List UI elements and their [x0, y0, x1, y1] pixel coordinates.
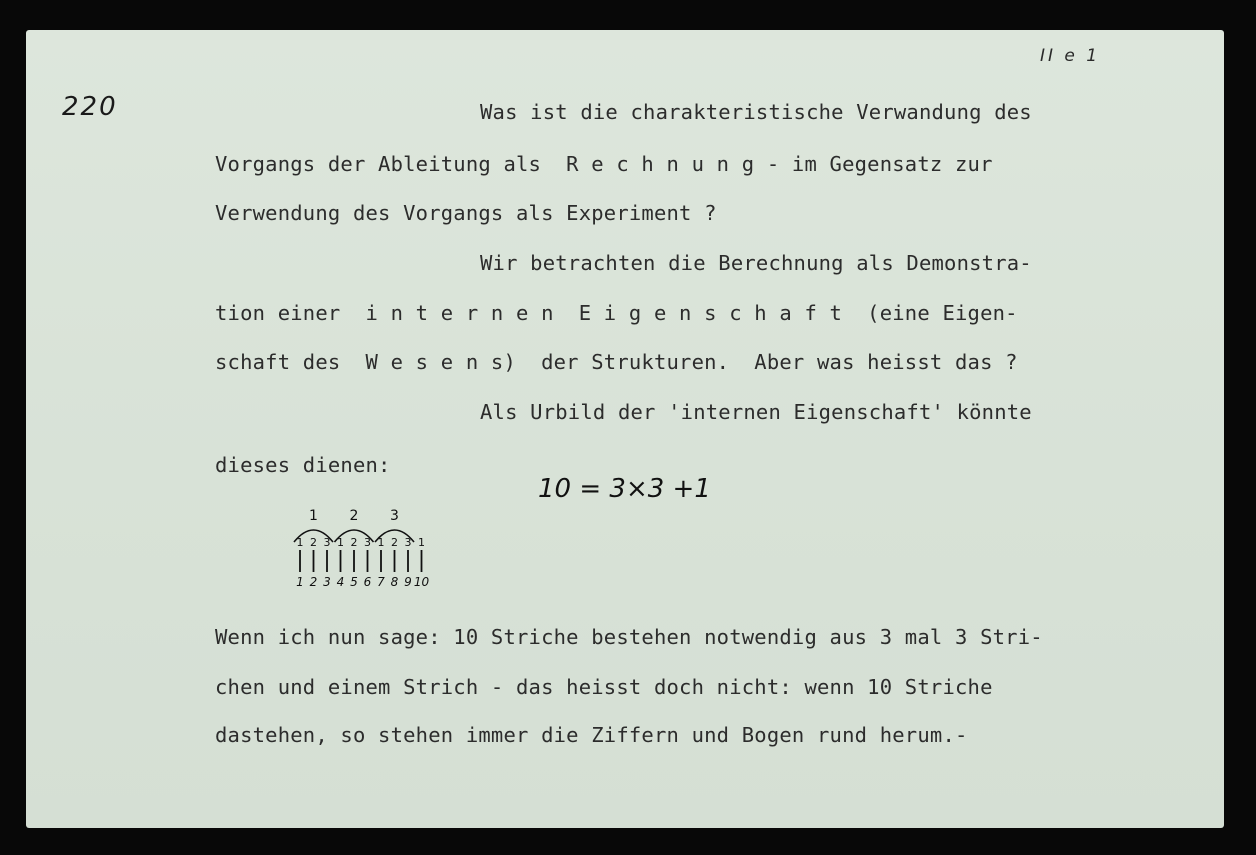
strokes-diagram	[288, 500, 448, 592]
text-line-4: Wir betrachten die Berechnung als Demonstra-	[480, 251, 1032, 275]
diagram-strokes	[300, 550, 422, 572]
inner-label-9: 3	[404, 536, 412, 549]
bottom-label-5: 5	[350, 575, 358, 589]
group-label-1: 1	[309, 508, 318, 524]
text-line-11: dastehen, so stehen immer die Ziffern und Bogen rund herum.-	[215, 723, 968, 747]
inner-label-10: 1	[418, 536, 425, 549]
bottom-label-7: 7	[377, 575, 385, 589]
page-number: 220	[62, 92, 118, 122]
text-line-9: Wenn ich nun sage: 10 Striche bestehen notwendig aus 3 mal 3 Stri-	[215, 625, 1043, 649]
text-line-1: Was ist die charakteristische Verwandung des	[480, 100, 1032, 124]
text-line-7: Als Urbild der 'internen Eigenschaft' könnte	[480, 400, 1032, 424]
text-line-2: Vorgangs der Ableitung als R e c h n u n g - im Gegensatz zur	[215, 152, 993, 176]
group-label-3: 3	[390, 508, 399, 524]
inner-label-3: 3	[323, 536, 331, 549]
inner-label-7: 1	[377, 536, 385, 549]
bottom-label-1: 1	[296, 575, 304, 589]
bottom-label-10: 10	[413, 575, 430, 589]
inner-label-8: 2	[391, 536, 398, 549]
diagram-inner-labels	[297, 536, 426, 549]
archive-signature: II e 1	[1040, 46, 1101, 66]
handwritten-equation: 10 = 3×3 +1	[538, 474, 711, 504]
inner-label-4: 1	[337, 536, 344, 549]
inner-label-6: 3	[364, 536, 371, 549]
bottom-label-4: 4	[336, 575, 345, 589]
bottom-label-9: 9	[404, 575, 412, 589]
text-line-5: tion einer i n t e r n e n E i g e n s c h a f t (eine Eigen-	[215, 301, 1018, 325]
bottom-label-2: 2	[309, 575, 318, 589]
diagram-group-labels	[309, 508, 399, 524]
bottom-label-3: 3	[323, 575, 331, 589]
document-page	[26, 30, 1224, 828]
text-line-6: schaft des W e s e n s) der Strukturen. Aber was heisst das ?	[215, 350, 1018, 374]
text-line-10: chen und einem Strich - das heisst doch nicht: wenn 10 Striche	[215, 675, 993, 699]
text-line-8: dieses dienen:	[215, 453, 391, 477]
diagram-bottom-labels	[296, 575, 429, 589]
text-line-3: Verwendung des Vorgangs als Experiment ?	[215, 201, 717, 225]
inner-label-5: 2	[350, 536, 358, 549]
inner-label-1: 1	[296, 536, 304, 549]
bottom-label-6: 6	[363, 575, 372, 589]
inner-label-2: 2	[310, 536, 317, 549]
bottom-label-8: 8	[390, 575, 399, 589]
group-label-2: 2	[349, 508, 359, 524]
